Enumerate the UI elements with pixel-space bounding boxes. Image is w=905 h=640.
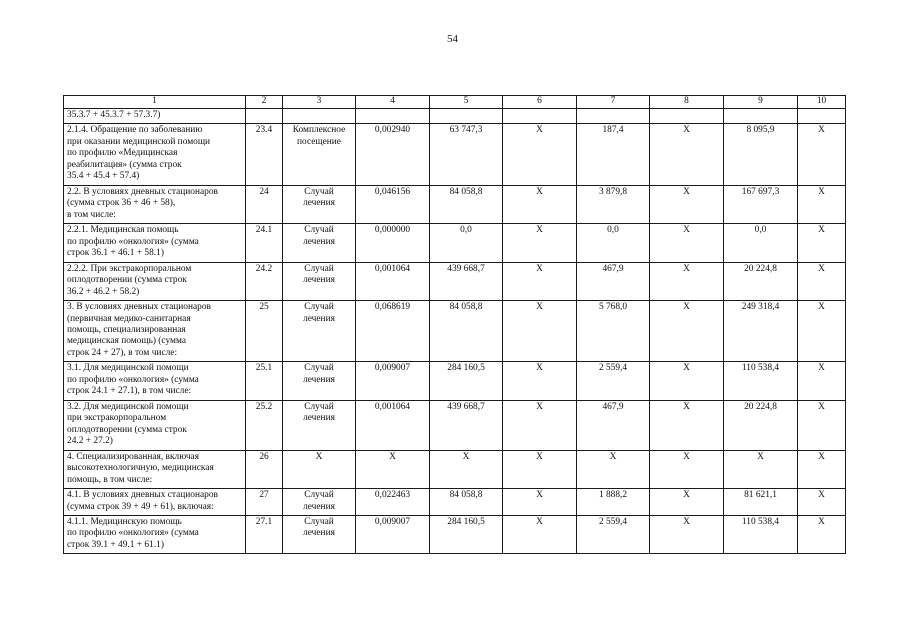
cost-cell: 84 058,8 bbox=[430, 301, 503, 362]
table-row bbox=[64, 262, 846, 300]
norm-cell: 0,000000 bbox=[356, 224, 430, 262]
norm-cell: 0,022463 bbox=[356, 489, 430, 516]
indicator-name-line: 4.1.1. Медицинскую помощь bbox=[67, 517, 182, 527]
norm-cell: 0,068619 bbox=[356, 301, 430, 362]
col6-cell: Х bbox=[503, 301, 577, 362]
unit-line: лечения bbox=[303, 528, 335, 539]
indicator-name-line: в том числе: bbox=[67, 209, 116, 220]
table-row bbox=[64, 516, 846, 554]
col6-cell: Х bbox=[503, 262, 577, 300]
indicator-name-line: 2.2.1. Медицинская помощь bbox=[67, 225, 179, 236]
table-row bbox=[64, 362, 846, 400]
col8-cell: Х bbox=[650, 185, 724, 223]
cost-cell: Х bbox=[430, 450, 503, 488]
col6-cell: Х bbox=[503, 224, 577, 262]
indicator-name-cell bbox=[64, 109, 246, 124]
row-code-cell: 25 bbox=[246, 301, 283, 362]
table-row bbox=[64, 400, 846, 450]
page-number: 54 bbox=[447, 33, 458, 45]
row-code-cell: 25.2 bbox=[246, 400, 283, 450]
col10-cell: Х bbox=[798, 516, 846, 554]
indicator-name-line: 2.2.2. При экстракорпоральном bbox=[67, 263, 192, 274]
unit-cell bbox=[283, 489, 356, 516]
unit-cell bbox=[283, 516, 356, 554]
column-header: 8 bbox=[650, 96, 724, 109]
table-row bbox=[64, 109, 846, 124]
table-body bbox=[64, 109, 846, 554]
cost-cell: 284 160,5 bbox=[430, 362, 503, 400]
indicator-name-line: 35.4 + 45.4 + 57.4) bbox=[67, 171, 140, 182]
col8-cell: Х bbox=[650, 262, 724, 300]
indicator-name-line: по профилю «онкология» (сумма bbox=[67, 236, 199, 247]
col7-cell bbox=[577, 109, 650, 124]
indicator-name-line: 24.2 + 27.2) bbox=[67, 436, 113, 447]
col10-cell: Х bbox=[798, 185, 846, 223]
unit-line: Случай bbox=[304, 363, 334, 374]
unit-line: лечения bbox=[303, 198, 335, 209]
col10-cell bbox=[798, 109, 846, 124]
unit-cell bbox=[283, 362, 356, 400]
indicator-name-cell bbox=[64, 301, 246, 362]
unit-line: лечения bbox=[303, 313, 335, 324]
unit-line: лечения bbox=[303, 374, 335, 385]
indicator-name-line: 4. Специализированная, включая bbox=[67, 451, 200, 462]
cost-cell: 439 668,7 bbox=[430, 400, 503, 450]
indicator-name-line: (сумма строк 39 + 49 + 61), включая: bbox=[67, 501, 214, 512]
indicator-name-line: 3.2. Для медицинской помощи bbox=[67, 401, 189, 412]
col7-cell: 2 559,4 bbox=[577, 362, 650, 400]
unit-line: Случай bbox=[304, 517, 334, 527]
indicator-name-line: при экстракорпоральном bbox=[67, 413, 167, 424]
col9-cell: 110 538,4 bbox=[724, 362, 798, 400]
indicator-name-line: 2.1.4. Обращение по заболеванию bbox=[67, 125, 203, 136]
row-code-cell: 23.4 bbox=[246, 124, 283, 185]
unit-cell bbox=[283, 301, 356, 362]
unit-cell bbox=[283, 450, 356, 488]
col8-cell: Х bbox=[650, 224, 724, 262]
col10-cell: Х bbox=[798, 224, 846, 262]
row-code-cell: 24.2 bbox=[246, 262, 283, 300]
column-header: 2 bbox=[246, 96, 283, 109]
col9-cell: 81 621,1 bbox=[724, 489, 798, 516]
col6-cell: Х bbox=[503, 185, 577, 223]
col7-cell: 0,0 bbox=[577, 224, 650, 262]
indicator-name-line: по профилю «онкология» (сумма bbox=[67, 528, 199, 539]
unit-line: Случай bbox=[304, 401, 334, 412]
column-header: 5 bbox=[430, 96, 503, 109]
table-row bbox=[64, 224, 846, 262]
indicator-name-cell bbox=[64, 124, 246, 185]
row-code-cell: 27 bbox=[246, 489, 283, 516]
col9-cell: 110 538,4 bbox=[724, 516, 798, 554]
col9-cell: Х bbox=[724, 450, 798, 488]
col9-cell: 249 318,4 bbox=[724, 301, 798, 362]
unit-line: Комплексное bbox=[292, 125, 346, 136]
unit-line: Х bbox=[315, 451, 323, 462]
table-row bbox=[64, 124, 846, 185]
indicator-name-cell bbox=[64, 185, 246, 223]
col8-cell: Х bbox=[650, 362, 724, 400]
indicator-name-cell bbox=[64, 224, 246, 262]
col9-cell: 8 095,9 bbox=[724, 124, 798, 185]
indicator-name-line: 4.1. В условиях дневных стационаров bbox=[67, 490, 218, 501]
row-code-cell: 26 bbox=[246, 450, 283, 488]
table-row bbox=[64, 185, 846, 223]
data-table bbox=[63, 95, 846, 554]
column-header: 1 bbox=[64, 96, 246, 109]
indicator-name-line: 3. В условиях дневных стационаров bbox=[67, 302, 211, 313]
col7-cell: 5 768,0 bbox=[577, 301, 650, 362]
row-code-cell: 27.1 bbox=[246, 516, 283, 554]
unit-line: Случай bbox=[304, 490, 334, 501]
norm-cell: Х bbox=[356, 450, 430, 488]
indicator-name-cell bbox=[64, 400, 246, 450]
col10-cell: Х bbox=[798, 124, 846, 185]
indicator-name-line: оплодотворении (сумма строк bbox=[67, 424, 187, 435]
norm-cell: 0,001064 bbox=[356, 262, 430, 300]
unit-cell bbox=[283, 124, 356, 185]
col9-cell: 20 224,8 bbox=[724, 400, 798, 450]
col6-cell: Х bbox=[503, 450, 577, 488]
col8-cell: Х bbox=[650, 450, 724, 488]
indicator-name-line: оплодотворении (сумма строк bbox=[67, 275, 187, 286]
indicator-name-line: 36.2 + 46.2 + 58.2) bbox=[67, 286, 140, 297]
indicator-name-cell bbox=[64, 489, 246, 516]
col6-cell: Х bbox=[503, 124, 577, 185]
indicator-name-line: 3.1. Для медицинской помощи bbox=[67, 363, 189, 374]
indicator-name-cell bbox=[64, 262, 246, 300]
unit-line: Случай bbox=[304, 186, 334, 197]
col6-cell: Х bbox=[503, 400, 577, 450]
indicator-name-line: строк 39.1 + 49.1 + 61.1) bbox=[67, 539, 164, 550]
column-header: 7 bbox=[577, 96, 650, 109]
col6-cell: Х bbox=[503, 516, 577, 554]
table-row bbox=[64, 489, 846, 516]
col8-cell: Х bbox=[650, 400, 724, 450]
col9-cell: 0,0 bbox=[724, 224, 798, 262]
col7-cell: 2 559,4 bbox=[577, 516, 650, 554]
col6-cell: Х bbox=[503, 362, 577, 400]
indicator-name-line: при оказании медицинской помощи bbox=[67, 136, 211, 147]
indicator-name-line: реабилитация» (сумма строк bbox=[67, 159, 182, 170]
cost-cell: 439 668,7 bbox=[430, 262, 503, 300]
norm-cell: 0,046156 bbox=[356, 185, 430, 223]
column-header: 6 bbox=[503, 96, 577, 109]
col9-cell bbox=[724, 109, 798, 124]
indicator-name-line: помощь, специализированная bbox=[67, 324, 186, 335]
col10-cell: Х bbox=[798, 262, 846, 300]
indicator-name-line: (первичная медико-санитарная bbox=[67, 313, 191, 324]
indicator-name-line: 35.3.7 + 45.3.7 + 57.3.7) bbox=[67, 110, 161, 120]
cost-cell: 84 058,8 bbox=[430, 185, 503, 223]
cost-cell: 84 058,8 bbox=[430, 489, 503, 516]
col6-cell bbox=[503, 109, 577, 124]
col6-cell: Х bbox=[503, 489, 577, 516]
col10-cell: Х bbox=[798, 301, 846, 362]
column-header: 4 bbox=[356, 96, 430, 109]
indicator-name-line: помощь, в том числе: bbox=[67, 474, 153, 485]
indicator-name-line: строк 24 + 27), в том числе: bbox=[67, 347, 178, 358]
column-header: 3 bbox=[283, 96, 356, 109]
row-code-cell: 24.1 bbox=[246, 224, 283, 262]
col9-cell: 167 697,3 bbox=[724, 185, 798, 223]
norm-cell: 0,002940 bbox=[356, 124, 430, 185]
col7-cell: 1 888,2 bbox=[577, 489, 650, 516]
norm-cell: 0,009007 bbox=[356, 362, 430, 400]
unit-line: лечения bbox=[303, 275, 335, 286]
col8-cell bbox=[650, 109, 724, 124]
unit-line: лечения bbox=[303, 236, 335, 247]
unit-line: Случай bbox=[304, 263, 334, 274]
indicator-name-line: высокотехнологичную, медицинская bbox=[67, 463, 214, 474]
col8-cell: Х bbox=[650, 301, 724, 362]
col10-cell: Х bbox=[798, 362, 846, 400]
col10-cell: Х bbox=[798, 450, 846, 488]
indicator-name-cell bbox=[64, 362, 246, 400]
unit-line: лечения bbox=[303, 413, 335, 424]
col9-cell: 20 224,8 bbox=[724, 262, 798, 300]
col7-cell: 467,9 bbox=[577, 400, 650, 450]
row-code-cell bbox=[246, 109, 283, 124]
indicator-name-line: 2.2. В условиях дневных стационаров bbox=[67, 186, 218, 197]
indicator-name-cell bbox=[64, 450, 246, 488]
cost-cell: 63 747,3 bbox=[430, 124, 503, 185]
col7-cell: 187,4 bbox=[577, 124, 650, 185]
row-code-cell: 24 bbox=[246, 185, 283, 223]
unit-line: Случай bbox=[304, 302, 334, 313]
col8-cell: Х bbox=[650, 489, 724, 516]
col8-cell: Х bbox=[650, 124, 724, 185]
table-row bbox=[64, 301, 846, 362]
indicator-name-line: по профилю «Медицинская bbox=[67, 148, 178, 159]
column-header: 10 bbox=[798, 96, 846, 109]
header-row bbox=[64, 96, 846, 109]
indicator-name-line: строк 36.1 + 46.1 + 58.1) bbox=[67, 248, 164, 259]
cost-cell bbox=[430, 109, 503, 124]
indicator-name-line: по профилю «онкология» (сумма bbox=[67, 374, 199, 385]
unit-line: лечения bbox=[303, 501, 335, 512]
indicator-name-cell bbox=[64, 516, 246, 554]
col10-cell: Х bbox=[798, 489, 846, 516]
col10-cell: Х bbox=[798, 400, 846, 450]
indicator-name-line: строк 24.1 + 27.1), в том числе: bbox=[67, 386, 192, 397]
indicator-name-line: (сумма строк 36 + 46 + 58), bbox=[67, 198, 176, 209]
norm-cell: 0,001064 bbox=[356, 400, 430, 450]
unit-cell bbox=[283, 224, 356, 262]
unit-cell bbox=[283, 185, 356, 223]
table-row bbox=[64, 450, 846, 488]
col7-cell: Х bbox=[577, 450, 650, 488]
column-header: 9 bbox=[724, 96, 798, 109]
norm-cell bbox=[356, 109, 430, 124]
col7-cell: 3 879,8 bbox=[577, 185, 650, 223]
unit-cell bbox=[283, 109, 356, 124]
indicator-name-line: медицинская помощь) (сумма bbox=[67, 336, 186, 347]
col7-cell: 467,9 bbox=[577, 262, 650, 300]
cost-cell: 0,0 bbox=[430, 224, 503, 262]
unit-cell bbox=[283, 400, 356, 450]
unit-cell bbox=[283, 262, 356, 300]
col8-cell: Х bbox=[650, 516, 724, 554]
cost-cell: 284 160,5 bbox=[430, 516, 503, 554]
unit-line: Случай bbox=[304, 225, 334, 236]
norm-cell: 0,009007 bbox=[356, 516, 430, 554]
row-code-cell: 25.1 bbox=[246, 362, 283, 400]
unit-line: посещение bbox=[297, 136, 341, 147]
